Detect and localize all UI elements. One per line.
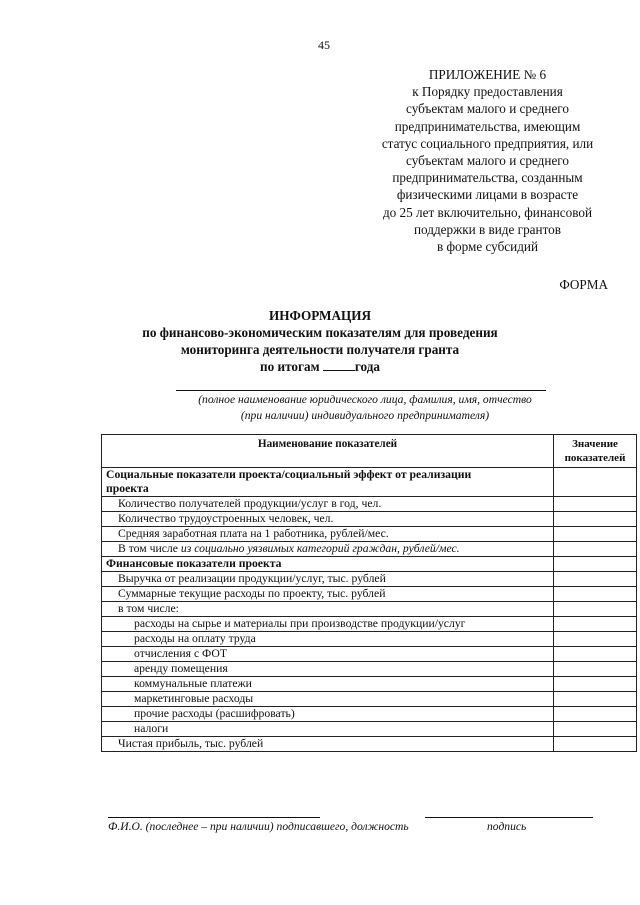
table-row	[102, 677, 637, 692]
appendix-line: к Порядку предоставления	[412, 84, 563, 100]
signature-caption: подпись	[487, 820, 527, 833]
row-label: расходы на оплату труда	[102, 632, 554, 647]
appendix-line: до 25 лет включительно, финансовой	[382, 204, 593, 220]
signatory-caption: Ф.И.О. (последнее – при наличии) подписавшего, должность	[108, 820, 409, 833]
caption-line: (при наличии) индивидуального предпринимателя)	[240, 409, 490, 422]
row-label	[102, 542, 554, 557]
row-label: прочие расходы (расшифровать)	[102, 707, 554, 722]
value-cell[interactable]	[554, 617, 637, 632]
table-row	[102, 572, 637, 587]
value-cell[interactable]	[554, 662, 637, 677]
table-row	[102, 557, 637, 572]
table-row	[102, 707, 637, 722]
row-label: Количество получателей продукции/услуг в год, чел.	[102, 497, 554, 512]
table-row	[102, 602, 637, 617]
row-label: налоги	[102, 722, 554, 737]
year-blank-field[interactable]	[323, 358, 355, 371]
value-cell[interactable]	[554, 707, 637, 722]
table-row	[102, 587, 637, 602]
title-line: по финансово-экономическим показателям для проведения	[142, 325, 498, 340]
table-header-row	[102, 435, 637, 468]
value-cell[interactable]	[554, 737, 637, 752]
appendix-line: предпринимательства, имеющим	[394, 118, 581, 134]
value-cell[interactable]	[554, 572, 637, 587]
title-period-suffix: года	[354, 359, 380, 374]
value-cell[interactable]	[554, 527, 637, 542]
appendix-line: поддержки в виде грантов	[413, 221, 561, 237]
row-label: Суммарные текущие расходы по проекту, тыс. рублей	[102, 587, 554, 602]
row-label: маркетинговые расходы	[102, 692, 554, 707]
header-indicator-value	[554, 435, 637, 468]
value-cell[interactable]	[554, 587, 637, 602]
row-label: Количество трудоустроенных человек, чел.	[102, 512, 554, 527]
header-value-line: показателей	[564, 452, 626, 464]
document-title	[0, 307, 640, 375]
table-row	[102, 722, 637, 737]
row-label-italic: из социально уязвимых категорий граждан, рублей/мес.	[180, 542, 460, 555]
value-cell[interactable]	[554, 512, 637, 527]
row-label: Чистая прибыль, тыс. рублей	[102, 737, 554, 752]
appendix-line: в форме субсидий	[436, 239, 539, 255]
table-row	[102, 692, 637, 707]
appendix-line: предпринимательства, созданным	[392, 170, 583, 186]
title-period-prefix: по итогам	[260, 359, 323, 374]
row-label-prefix: В том числе	[118, 542, 181, 555]
signatory-name-field[interactable]	[108, 817, 320, 818]
appendix-header	[350, 66, 625, 255]
value-cell[interactable]	[554, 722, 637, 737]
signature-field[interactable]	[425, 817, 593, 818]
table-row	[102, 632, 637, 647]
value-cell[interactable]	[554, 557, 637, 572]
table-row	[102, 468, 637, 497]
value-cell[interactable]	[554, 632, 637, 647]
appendix-line: статус социального предприятия, или	[381, 135, 594, 151]
appendix-line: ПРИЛОЖЕНИЕ № 6	[428, 67, 547, 82]
section-line: Социальные показатели проекта/социальный эффект от реализации	[106, 468, 472, 481]
organization-caption	[100, 392, 630, 424]
indicators-table	[101, 434, 637, 752]
value-cell[interactable]	[554, 542, 637, 557]
table-row	[102, 647, 637, 662]
caption-line: (полное наименование юридического лица, фамилия, имя, отчество	[198, 393, 532, 406]
row-label: коммунальные платежи	[102, 677, 554, 692]
value-cell[interactable]	[554, 497, 637, 512]
title-line: ИНФОРМАЦИЯ	[268, 308, 372, 323]
header-value-line: Значение	[572, 438, 618, 450]
value-cell[interactable]	[554, 602, 637, 617]
row-label: аренду помещения	[102, 662, 554, 677]
section-financial: Финансовые показатели проекта	[102, 557, 554, 572]
header-indicator-name: Наименование показателей	[102, 435, 554, 468]
table-row	[102, 512, 637, 527]
form-label: ФОРМА	[559, 277, 608, 292]
appendix-line: субъектам малого и среднего	[406, 101, 569, 117]
value-cell[interactable]	[554, 677, 637, 692]
value-cell[interactable]	[554, 468, 637, 497]
organization-name-field[interactable]	[176, 390, 546, 391]
row-label: расходы на сырье и материалы при производстве продукции/услуг	[102, 617, 554, 632]
page-number: 45	[318, 38, 330, 52]
table-row	[102, 527, 637, 542]
row-label: Выручка от реализации продукции/услуг, тыс. рублей	[102, 572, 554, 587]
section-social	[102, 468, 554, 497]
appendix-line: физическими лицами в возрасте	[396, 187, 579, 203]
title-period-line	[0, 358, 640, 375]
row-label: в том числе:	[102, 602, 554, 617]
appendix-line: субъектам малого и среднего	[406, 153, 569, 169]
table-row	[102, 737, 637, 752]
row-label: Средняя заработная плата на 1 работника, рублей/мес.	[102, 527, 554, 542]
table-row	[102, 662, 637, 677]
table-row	[102, 497, 637, 512]
table-row	[102, 542, 637, 557]
title-line: мониторинга деятельности получателя гранта	[180, 342, 460, 357]
row-label: отчисления с ФОТ	[102, 647, 554, 662]
value-cell[interactable]	[554, 647, 637, 662]
table-row	[102, 617, 637, 632]
section-line: проекта	[106, 482, 149, 495]
value-cell[interactable]	[554, 692, 637, 707]
